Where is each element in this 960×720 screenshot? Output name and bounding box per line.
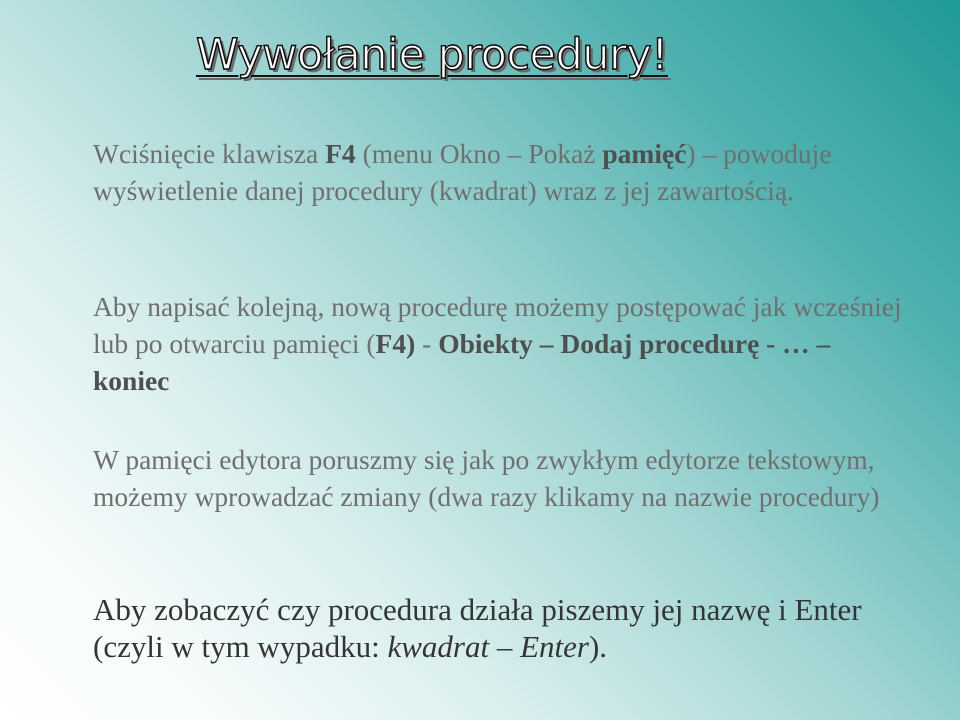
p4-text-1: Aby zobaczyć czy procedura działa piszemy jej nazwę i Enter (czyli w tym wypadku: xyxy=(93,592,862,664)
p2-text-1: Aby napisać kolejną, nową procedurę możemy postępować jak wcześniej lub po otwarciu pamięci ( xyxy=(93,291,902,359)
p4-enter-key: Enter xyxy=(520,629,589,664)
p4-command-name: kwadrat xyxy=(387,629,490,664)
p4-text-2: – xyxy=(489,629,521,664)
paragraph-f4-shortcut xyxy=(93,135,908,209)
paragraph-editor-navigation: W pamięci edytora poruszmy się jak po zwykłym edytorze tekstowym, możemy wprowadzać zmiany (dwa razy klikamy na nazwie procedury) xyxy=(93,444,880,512)
paragraph-new-procedure xyxy=(93,288,908,399)
slide-title: Wywołanie procedury! xyxy=(196,30,668,80)
p1-text-3: ) – powoduje wyświetlenie danej procedury (kwadrat) wraz z jej zawartością. xyxy=(93,138,832,206)
p1-key-f4: F4 xyxy=(325,138,356,169)
p2-menu-path: Obiekty – Dodaj procedurę - … – koniec xyxy=(93,328,831,396)
p4-text-3: ). xyxy=(588,629,608,664)
paragraph-run-procedure xyxy=(93,591,908,665)
p1-text-1: Wciśnięcie klawisza xyxy=(93,138,326,169)
p1-text-2: (menu Okno – Pokaż xyxy=(355,138,603,169)
p1-menu-memory: pamięć xyxy=(602,138,687,169)
p2-key-f4: F4) xyxy=(375,328,416,359)
p2-text-2: - xyxy=(415,328,439,359)
